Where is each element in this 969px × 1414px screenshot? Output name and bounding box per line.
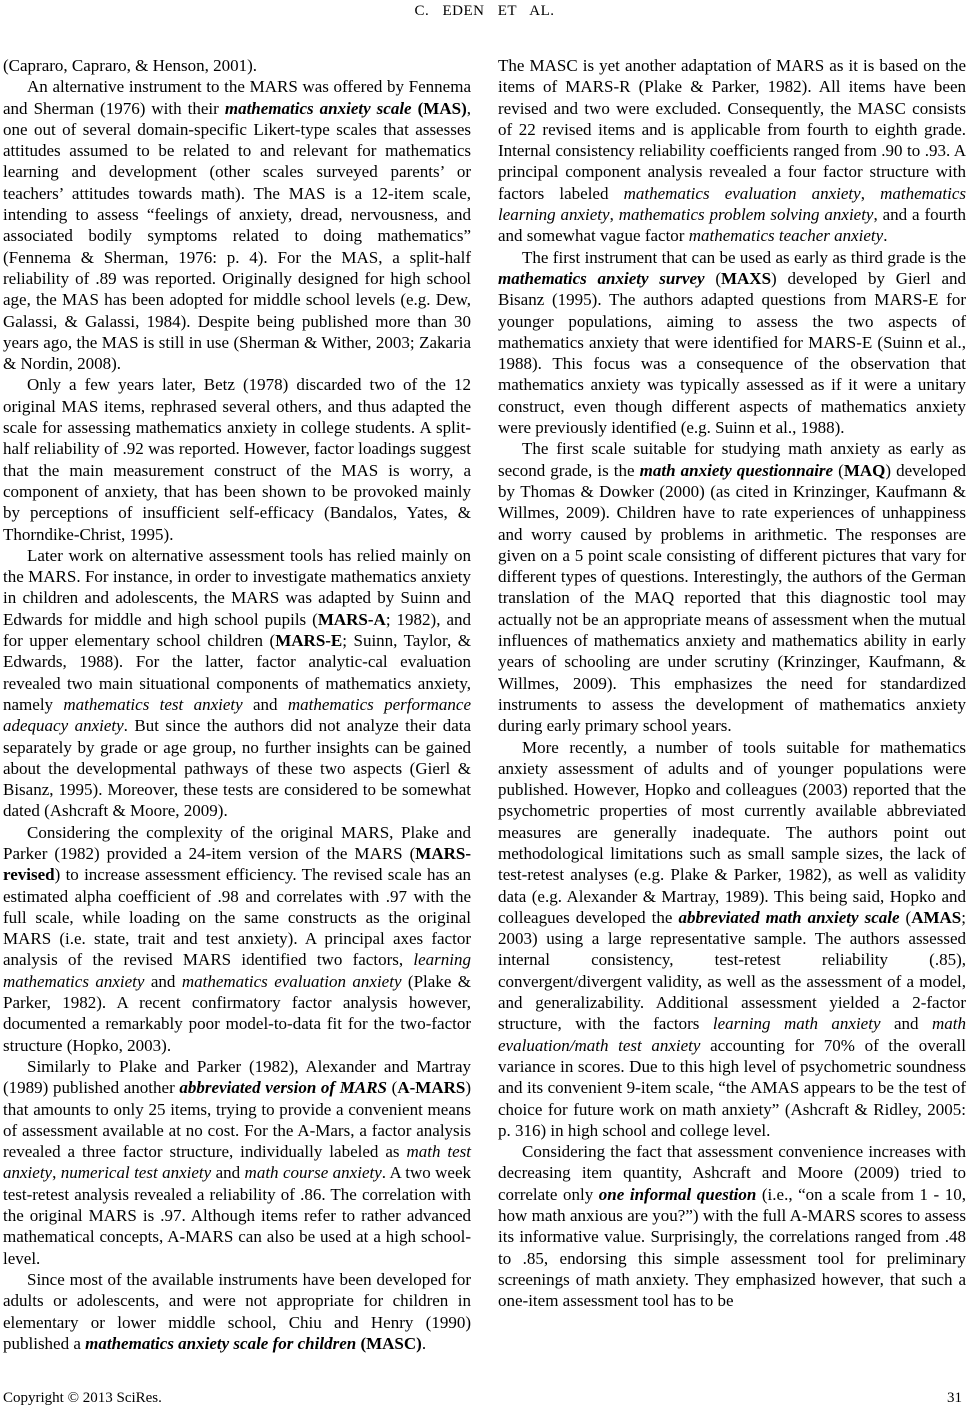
body-text: . But since the authors did not analyze their data separately by grade or age group, no further insights can be gained about the developmental pathways of these two aspects (Gierl & Bisanz, 1995). Moreover, these tests are considered to be somewhat dated (Ashcraft & Moore, 2009). (3, 716, 472, 821)
body-text: ) developed by Thomas & Dowker (2000) (as cited in Krinzinger, Kaufmann & Willmes, 2009). Children have to rate experiences of unhappiness and worry caused by problems in arithmetic. The responses are given on a 5 point scale consisting of different pictures that vary for different types of questions. Interestingly, the authors of the German translation of the MAQ reported that this diagnostic tool may actually not be an appropriate means of assessment when the mutual influences of mathematics anxiety and mathematics ability in early years of schooling are under scrutiny (Krinzinger, Kaufmann, & Willmes, 2009). This emphasizes the need for standardized instruments to assess the development of mathematics anxiety during early primary school years. (498, 460, 966, 736)
emphasis-text: mathematics anxiety scale for children (85, 1333, 357, 1353)
body-text: (i.e., “on a scale from 1 - 10, how math anxious are you?”) with the full A-MARS scores to assess its informative value. Surprisingly, the correlations ranged from .48 to .85, endorsing this simple assessment tool for preliminary screenings of math anxiety. They emphasized however, that such a one-item assessment tool has to be (498, 1184, 967, 1311)
body-text: (Capraro, Capraro, & Henson, 2001). (3, 56, 257, 75)
emphasis-text: mathematics anxiety survey (498, 268, 705, 288)
emphasis-text: MAQ (843, 460, 886, 480)
paragraph (3, 545, 471, 822)
body-text: ( (833, 460, 844, 480)
body-text: ) that amounts to only 25 items, trying to provide a convenient means of assessment available at no cost. For the A-Mars, a factor analysis revealed a three factor structure, individually labeled as (3, 1078, 472, 1162)
column-right (498, 55, 966, 1354)
body-text: , and a fourth and somewhat vague factor (498, 205, 966, 246)
paragraph (3, 374, 471, 544)
body-text: , (860, 183, 881, 203)
emphasis-text: mathematics teacher anxiety (688, 226, 884, 246)
body-text: Similarly to Plake and Parker (1982), Alexander and Martray (1989) published another (3, 1056, 471, 1098)
emphasis-text: mathematics learning anxiety (498, 183, 967, 225)
body-text: accounting for 70% of the overall variance in scores. Due to this high level of psychometric soundness and its convenient 9-item scale, “the AMAS appears to be the test of choice for future work on math anxiety” (Ashcraft & Ridley, 2005: p. 316) in high school and college level. (498, 1035, 966, 1140)
emphasis-text: (MAS) (417, 98, 467, 118)
emphasis-text: math anxiety questionnaire (639, 460, 834, 480)
body-text: ) developed by Gierl and Bisanz (1995). The authors adapted questions from MARS-E for younger populations, aiming to assess the two aspects of mathematics anxiety that were identified for MARS-E (Suinn et al., 1988). This focus was a consequence of the observation that mathematics anxiety was typically assessed as if it were a unitary construct, even though different aspects of mathematics anxiety were previously identified (e.g. Suinn et al., 1988). (498, 268, 966, 438)
emphasis-text: mathematics test anxiety (63, 694, 243, 714)
body-text: The first scale suitable for studying math anxiety as early as second grade, is the (498, 439, 966, 480)
paragraph (3, 1056, 471, 1269)
body-text: Since most of the available instruments have been developed for adults or adolescents, and were not appropriate for children in elementary or lower middle school, Chiu and Henry (1990) published a (3, 1269, 471, 1353)
body-text: and (144, 971, 182, 991)
running-head: C. EDEN ET AL. (414, 3, 555, 19)
body-text: Considering the complexity of the original MARS, Plake and Parker (1982) provided a 24-item version of the MARS ( (3, 822, 471, 863)
emphasis-text: math course anxiety (244, 1163, 382, 1183)
body-text: ; 2003) using a large representative sample. The authors assessed internal consistency, test-retest reliability (.85), convergent/divergent validity, as well as the assessment of a model, and generalizability. Additional assessment yielded a 2-factor structure, with the factors (498, 907, 966, 1034)
paragraph (498, 55, 966, 247)
emphasis-text: (MASC) (360, 1333, 422, 1353)
body-text: Only a few years later, Betz (1978) discarded two of the 12 original MAS items, rephrased several others, and thus adapted the scale for assessing mathematics anxiety in college students. A split-half reliability of .92 was reported. However, factor loadings suggest that the main measurement construct of the MAS is worry, a component of anxiety, that has been shown to be provoked mainly by perceptions of insufficient self-efficacy (Bandalos, Yates, & Thorndike-Christ, 1995). (3, 375, 471, 544)
body-text: ; 1982), and for upper elementary school children ( (3, 609, 471, 651)
emphasis-text: mathematics performance adequacy anxiety (3, 694, 471, 736)
text-columns (3, 55, 966, 1354)
paragraph (498, 247, 966, 439)
body-text: ( (704, 268, 721, 288)
emphasis-text: mathematics anxiety scale (224, 98, 412, 118)
body-text: and (211, 1163, 245, 1183)
emphasis-text: MARS-E (275, 631, 343, 651)
emphasis-text: math evaluation/math test anxiety (498, 1014, 966, 1055)
paragraph (3, 822, 471, 1056)
copyright-notice: Copyright © 2013 SciRes. (3, 1390, 162, 1406)
body-text: and (880, 1014, 932, 1034)
body-text: Considering the fact that assessment convenience increases with decreasing item quantity, Ashcraft and Moore (2009) tried to correlate only (498, 1142, 966, 1204)
body-text: ( (899, 907, 912, 927)
paragraph (498, 1141, 966, 1311)
body-text: ( (387, 1078, 398, 1098)
body-text: and (242, 694, 288, 714)
body-text: . (883, 226, 888, 246)
emphasis-text: math test anxiety (3, 1142, 471, 1183)
body-text: More recently, a number of tools suitable for mathematics anxiety assessment of adults and of younger populations were published. However, Hopko and colleagues (2003) reported that the psychometric properties of most currently available abbreviated measures are generally inadequate. The authors point out methodological limitations such as small sample sizes, the lack of test-retest analyses (e.g. Plake & Parker, 1982), as well as validity data (e.g. Alexander & Martray, 1989). This being said, Hopko and colleagues developed the (498, 737, 966, 927)
paragraph (498, 737, 966, 1142)
body-text: (Plake & Parker, 1982). A recent confirmatory factor analysis however, documented a remarkably poor model-to-data fit for the two-factor structure (Hopko, 2003). (3, 971, 472, 1055)
emphasis-text: learning mathematics anxiety (3, 950, 471, 991)
body-text: The first instrument that can be used as early as third grade is the (522, 247, 966, 267)
body-text: . A two week test-retest analysis revealed a reliability of .86. The correlation with the original MARS is .97. Although items refer to rather advanced mathematical concepts, A-MARS can also be used at a high school-level. (3, 1163, 471, 1268)
body-text: , one out of several domain-specific Likert-type scales that assesses attitudes assumed to be related to and relevant for mathematics learning and development (other scales surveyed parents’ or teachers’ attitudes towards math). The MAS is a 12-item scale, intending to assess “feelings of anxiety, dread, nervousness, and associated bodily symptoms related to doing mathematics” (Fennema & Sherman, 1976: p. 4). For the MAS, a split-half reliability of .89 was reported. Originally designed for high school age, the MAS has been adopted for middle school levels (e.g. Dew, Galassi, & Galassi, 1984). Despite being published more than 30 years ago, the MAS is still in use (Sherman & Wither, 2003; Zakaria & Nordin, 2008). (3, 98, 471, 374)
body-text: The MASC is yet another adaptation of MARS as it is based on the items of MARS-R (Plake & Parker, 1982). All items have been revised and two were excluded. Consequently, the MASC consists of 22 revised items and is applicable from fourth to eighth grade. Internal consistency reliability coefficients ranged from .90 to .93. A principal component analysis revealed a four factor structure with factors labeled (498, 56, 966, 203)
emphasis-text: abbreviated version of MARS (179, 1078, 388, 1098)
emphasis-text: MARS-A (317, 609, 386, 629)
body-text: ; Suinn, Taylor, & Edwards, 1988). For the latter, factor analytic-cal evaluation revealed two main situational components of mathematics anxiety, namely (3, 631, 471, 714)
emphasis-text: learning math anxiety (712, 1014, 881, 1034)
body-text: An alternative instrument to the MARS was offered by Fennema and Sherman (1976) with their (3, 77, 471, 118)
paragraph (498, 438, 966, 736)
emphasis-text: abbreviated math anxiety scale (678, 907, 900, 927)
emphasis-text: one informal question (598, 1184, 757, 1204)
emphasis-text: mathematics evaluation anxiety (181, 971, 402, 991)
emphasis-text: AMAS (911, 907, 962, 927)
emphasis-text: MAXS (720, 268, 772, 288)
emphasis-text: mathematics problem solving anxiety (618, 205, 874, 225)
emphasis-text: mathematics evaluation anxiety (623, 183, 861, 203)
column-left (3, 55, 471, 1354)
emphasis-text: MARS-revised (3, 843, 471, 885)
body-text: . (421, 1333, 427, 1353)
paragraph (3, 1269, 471, 1354)
paragraph (3, 76, 471, 374)
emphasis-text: A-MARS (397, 1078, 466, 1098)
body-text: , (609, 205, 619, 225)
page-number: 31 (947, 1390, 962, 1406)
body-text: Later work on alternative assessment tools has relied mainly on the MARS. For instance, in order to investigate mathematics anxiety in children and adolescents, the MARS was adapted by Suinn and Edwards for middle and high school pupils ( (3, 545, 471, 629)
emphasis-text: numerical test anxiety (60, 1163, 212, 1183)
footer (3, 1390, 962, 1407)
paragraph (3, 55, 471, 76)
body-text: ) to increase assessment efficiency. The revised scale has an estimated alpha coefficient of .98 and correlates with .97 with the full scale, while loading on the same constructs as the original MARS (i.e. state, trait and test anxiety). A principal axes factor analysis of the revised MARS identified two factors, (3, 865, 471, 970)
body-text: , (52, 1163, 61, 1183)
